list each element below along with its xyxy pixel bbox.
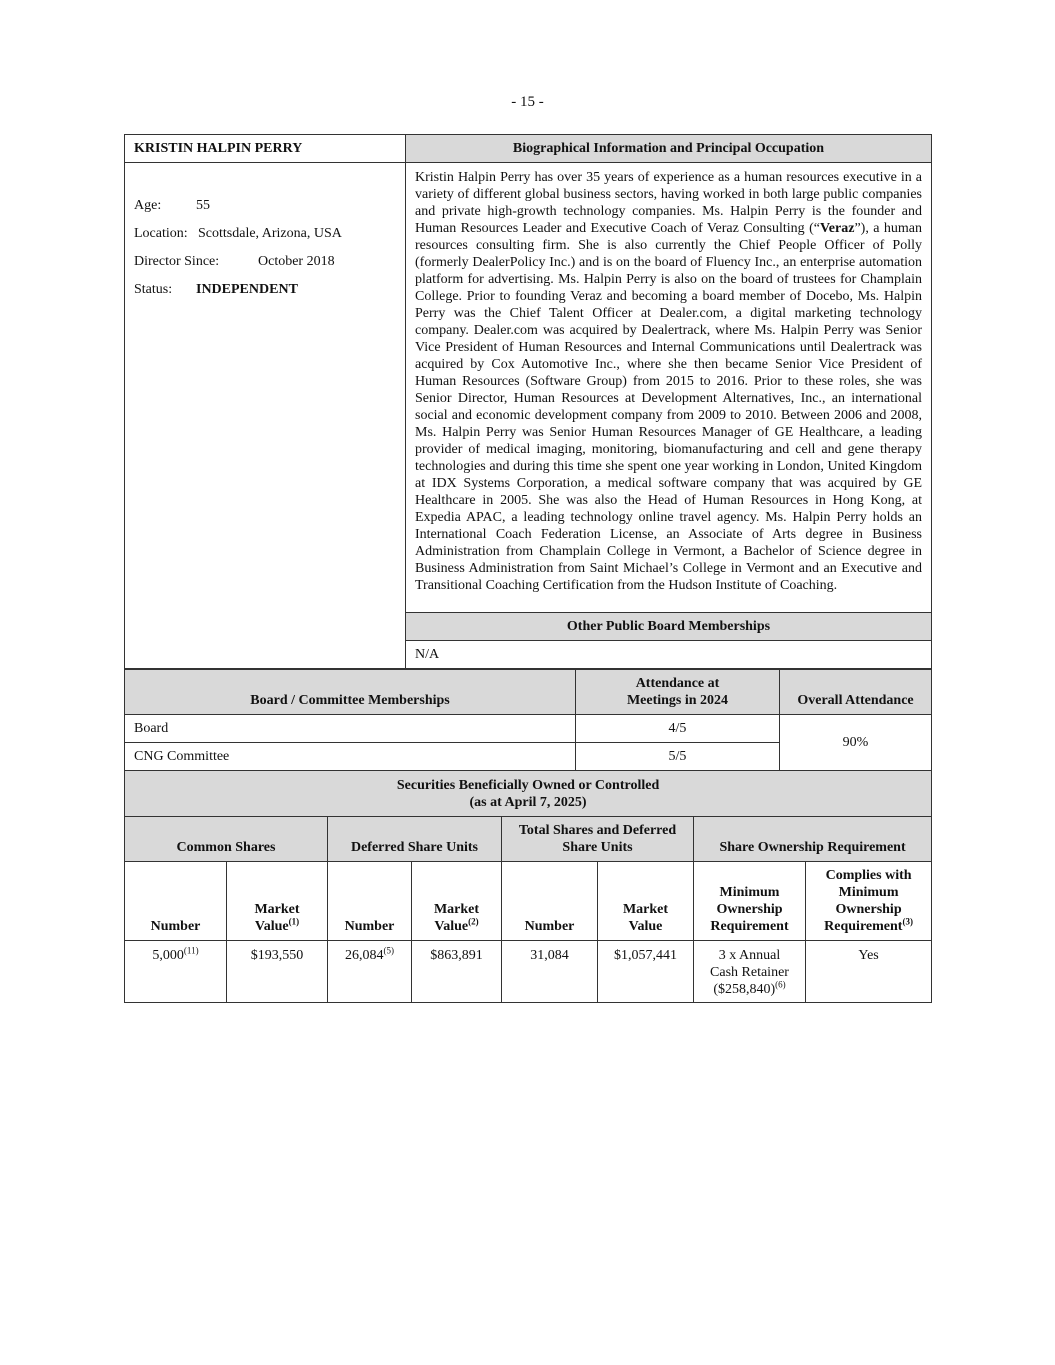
complies-header — [806, 862, 932, 941]
location-label: Location: — [134, 226, 188, 241]
comp-line4: Requirement — [824, 919, 903, 934]
location-row — [134, 220, 396, 248]
director-name: KRISTIN HALPIN PERRY — [125, 135, 406, 163]
memberships-col-header: Board / Committee Memberships — [125, 670, 576, 715]
total-header-line2: Share Units — [562, 840, 633, 855]
age-value: 55 — [196, 198, 210, 213]
bio-header: Biographical Information and Principal Occupation — [406, 135, 932, 163]
value-label: Value — [254, 919, 289, 934]
comp-line3: Ownership — [835, 902, 902, 917]
common-market-value: $193,550 — [227, 941, 328, 1003]
securities-title — [125, 771, 932, 817]
min-line1: Minimum — [719, 885, 780, 900]
other-boards-header: Other Public Board Memberships — [406, 613, 932, 641]
footnote-6: (6) — [775, 979, 786, 990]
common-number: 5,000 — [152, 948, 184, 963]
footnote-11: (11) — [183, 945, 199, 956]
director-since-value: October 2018 — [258, 254, 335, 269]
market-label: Market — [254, 902, 300, 917]
comp-line1: Complies with — [825, 868, 912, 883]
director-info-cell — [125, 163, 406, 669]
age-label: Age: — [134, 198, 162, 213]
attendance-header-line1: Attendance at — [635, 676, 720, 691]
min-ownership-header — [694, 862, 806, 941]
ownership-req-header: Share Ownership Requirement — [694, 817, 932, 862]
total-market-value-header — [598, 862, 694, 941]
common-market-value-header — [227, 862, 328, 941]
dsu-market-value: $863,891 — [412, 941, 502, 1003]
status-label: Status: — [134, 282, 173, 297]
footnote-5: (5) — [383, 945, 394, 956]
director-since-row — [134, 248, 396, 276]
memberships-table — [124, 669, 932, 771]
footnote-1: (1) — [288, 916, 300, 927]
footnote-2: (2) — [468, 916, 479, 927]
age-row — [134, 192, 396, 220]
market-label: Market — [622, 902, 669, 917]
total-number-value: 31,084 — [502, 941, 598, 1003]
common-shares-header: Common Shares — [125, 817, 328, 862]
other-boards-value: N/A — [406, 641, 932, 669]
common-number-value — [125, 941, 227, 1003]
min-value-line3: ($258,840) — [713, 982, 776, 997]
min-line3: Requirement — [710, 919, 789, 934]
total-number-header: Number — [502, 862, 598, 941]
dsu-market-value-header — [412, 862, 502, 941]
min-value-line2: Cash Retainer — [710, 965, 789, 980]
securities-table — [124, 770, 932, 1003]
bio-text-part1: Kristin Halpin Perry has over 35 years of experience as a human resources executive in a variety of different global business sectors, having worked in both large public companies and private high-growth technology companies. Ms. Halpin Perry is the founder and Human Resources Leader and Executive Coach of Veraz Consulting (“ — [415, 170, 922, 236]
status-value: INDEPENDENT — [196, 282, 298, 297]
comp-line2: Minimum — [838, 885, 899, 900]
dsu-number-header: Number — [328, 862, 412, 941]
overall-attendance-header: Overall Attendance — [780, 670, 932, 715]
securities-title-line1: Securities Beneficially Owned or Controlled — [396, 777, 660, 793]
value-label: Value — [628, 919, 663, 934]
attendance-cng: 5/5 — [576, 743, 780, 771]
value-label: Value — [434, 919, 469, 934]
page-number: - 15 - — [511, 94, 544, 110]
attendance-board: 4/5 — [576, 715, 780, 743]
market-label: Market — [433, 902, 480, 917]
status-row — [134, 276, 396, 304]
bio-text-part2: ”), a human resources consulting firm. She is also currently the Chief People Officer of Polly (formerly DealerPolicy Inc.) and is on the board of Fluency Inc., an enterprise automation platform for advertising. Ms. Halpin Perry is also on the board of trustees for Champlain College. Prior to founding Veraz and becoming a board member of Docebo, Ms. Halpin Perry was the Chief Talent Officer at Dealer.com, a digital marketing technology company. Dealer.com was acquired by Dealertrack, where Ms. Halpin Perry was Senior Vice President of Human Resources and Internal Communications until Dealertrack was acquired by Cox Automotive Inc., where she then became Senior Vice President of Human Resources (Software Group) from 2015 to 2016. Prior to these roles, she was Senior Director, Human Resources at Development Alternatives, Inc., an international social and economic development company from 2009 to 2010. Between 2006 and 2008, Ms. Halpin Perry was Senior Human Resources Manager of GE Healthcare, a leading provider of medical imaging, monitoring, biomanufacturing and cell and gene therapy technologies and during this time she spent one year working in London, United Kingdom at IDX Systems Corporation, a medical software company that was acquired by GE Healthcare in 2005. She was also the Head of Human Resources in Hong Kong, at Expedia APAC, a leading technology online travel agency. Ms. Halpin Perry holds an International Coach Federation License, an Associate of Arts degree in Business Administration from Champlain College in Vermont, a Bachelor of Science degree in Business Administration from Saint Michael’s College in Vermont and an Executive and Transitional Coaching Certification from the Hudson Institute of Coaching. — [415, 221, 922, 593]
attendance-header-line2: Meetings in 2024 — [626, 693, 729, 708]
dsu-header: Deferred Share Units — [328, 817, 502, 862]
dsu-number-value — [328, 941, 412, 1003]
bio-text — [406, 163, 932, 613]
director-profile-table — [124, 134, 932, 669]
membership-row-board: Board — [125, 715, 576, 743]
total-header-line1: Total Shares and Deferred — [518, 823, 677, 838]
complies-value: Yes — [806, 941, 932, 1003]
director-since-label: Director Since: — [134, 254, 220, 269]
footnote-3: (3) — [902, 916, 913, 927]
securities-title-line2: (as at April 7, 2025) — [469, 794, 587, 810]
min-line2: Ownership — [716, 902, 783, 917]
total-header — [502, 817, 694, 862]
location-value: Scottsdale, Arizona, USA — [198, 226, 342, 241]
common-number-header: Number — [125, 862, 227, 941]
attendance-col-header — [576, 670, 780, 715]
bio-text-bold: Veraz — [819, 221, 855, 236]
membership-row-cng: CNG Committee — [125, 743, 576, 771]
min-value-line1: 3 x Annual — [718, 948, 781, 963]
min-ownership-value — [694, 941, 806, 1003]
dsu-number: 26,084 — [345, 948, 384, 963]
overall-attendance-value: 90% — [780, 715, 932, 771]
total-market-value: $1,057,441 — [598, 941, 694, 1003]
